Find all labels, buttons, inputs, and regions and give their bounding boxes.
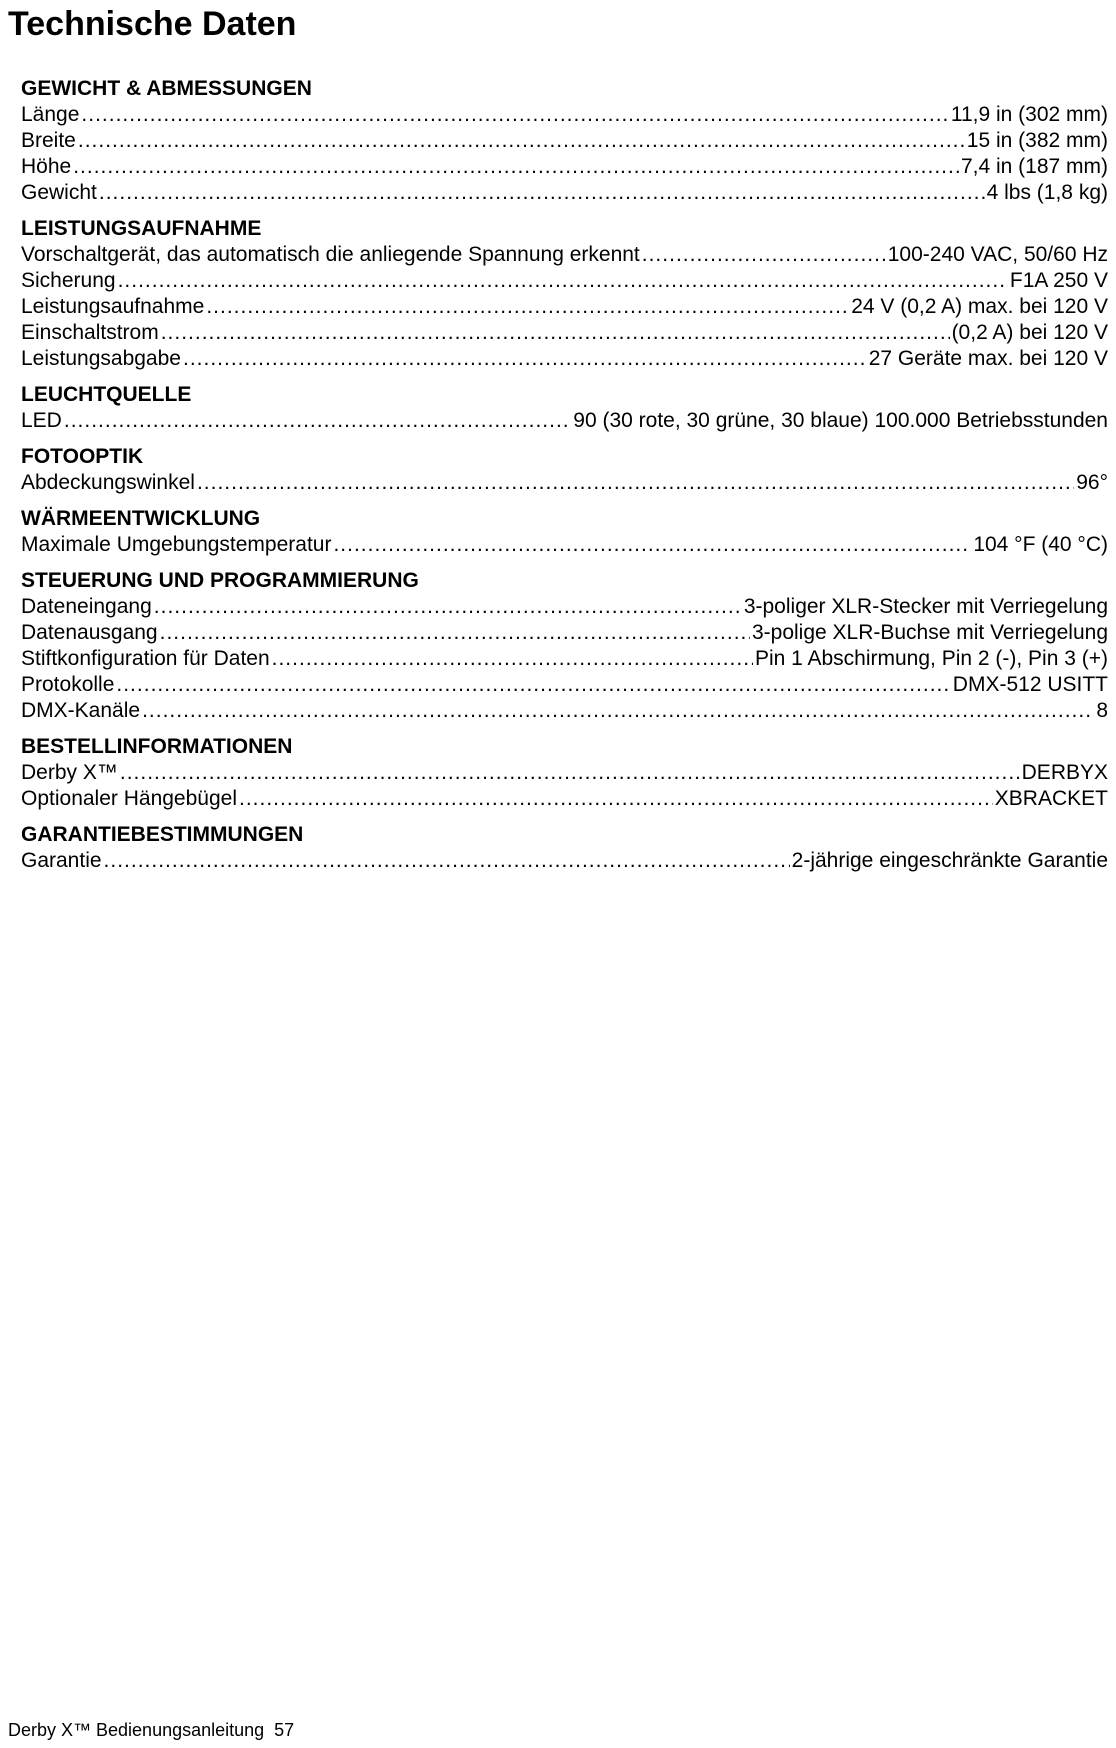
dot-leader [64,408,571,434]
spec-row [21,180,1108,206]
spec-value: 11,9 in (302 mm) [950,103,1108,126]
spec-label: Leistungsabgabe [21,347,181,370]
spec-value: Pin 1 Abschirmung, Pin 2 (-), Pin 3 (+) [754,647,1108,670]
spec-section [21,734,1108,812]
section-heading: FOTOOPTIK [21,445,144,468]
dot-leader [116,672,950,698]
spec-row [21,786,1108,812]
dot-leader [99,180,985,206]
spec-label: Protokolle [21,673,115,696]
spec-label: Breite [21,129,76,152]
spec-label: Einschaltstrom [21,321,159,344]
section-heading: WÄRMEENTWICKLUNG [21,507,261,530]
spec-row [21,268,1108,294]
specifications-list [21,76,1108,884]
spec-value: 96° [1076,471,1108,494]
dot-leader [73,154,959,180]
dot-leader [272,646,753,672]
spec-row [21,698,1108,724]
spec-value: F1A 250 V [1009,269,1108,292]
spec-value: 4 lbs (1,8 kg) [986,181,1108,204]
spec-value: 3-polige XLR-Buchse mit Verriegelung [751,621,1108,644]
spec-section [21,444,1108,496]
spec-label: DMX-Kanäle [21,699,141,722]
spec-label: Stiftkonfiguration für Daten [21,647,270,670]
dot-leader [142,698,1094,724]
page-title: Technische Daten [8,5,297,43]
spec-row [21,760,1108,786]
spec-value: 8 [1096,699,1108,722]
spec-label: Leistungsaufnahme [21,295,205,318]
spec-label: Abdeckungswinkel [21,471,195,494]
spec-row [21,408,1108,434]
spec-label: LED [21,409,62,432]
spec-row [21,620,1108,646]
spec-label: Datenausgang [21,621,158,644]
spec-label: Dateneingang [21,595,152,618]
spec-value: 15 in (382 mm) [966,129,1108,152]
dot-leader [239,786,993,812]
spec-value: 24 V (0,2 A) max. bei 120 V [851,295,1108,318]
spec-section [21,822,1108,874]
spec-row [21,346,1108,372]
spec-section [21,568,1108,724]
section-heading: LEUCHTQUELLE [21,383,192,406]
spec-label: Maximale Umgebungstemperatur [21,533,332,556]
dot-leader [120,760,1020,786]
dot-leader [81,102,948,128]
spec-label: Sicherung [21,269,116,292]
section-heading: STEUERUNG UND PROGRAMMIERUNG [21,569,419,592]
dot-leader [118,268,1008,294]
page-footer: Derby X™ Bedienungsanleitung 57 [8,1720,295,1740]
spec-section [21,76,1108,206]
spec-label: Derby X™ [21,761,118,784]
spec-value: 2-jährige eingeschränkte Garantie [791,849,1108,872]
dot-leader [161,320,950,346]
dot-leader [104,848,790,874]
section-heading: BESTELLINFORMATIONEN [21,735,293,758]
spec-value: (0,2 A) bei 120 V [951,321,1108,344]
spec-row [21,128,1108,154]
spec-row [21,294,1108,320]
spec-value: 7,4 in (187 mm) [960,155,1108,178]
spec-label: Vorschaltgerät, das automatisch die anliegende Spannung erkennt [21,243,640,266]
spec-row [21,470,1108,496]
spec-value: DERBYX [1021,761,1108,784]
section-heading: GARANTIEBESTIMMUNGEN [21,823,304,846]
spec-row [21,102,1108,128]
spec-label: Länge [21,103,80,126]
spec-row [21,646,1108,672]
section-heading: GEWICHT & ABMESSUNGEN [21,77,312,100]
spec-label: Gewicht [21,181,97,204]
spec-label: Garantie [21,849,102,872]
spec-value: 104 °F (40 °C) [973,533,1108,556]
dot-leader [160,620,750,646]
spec-label: Optionaler Hängebügel [21,787,237,810]
spec-section [21,506,1108,558]
spec-value: 3-poliger XLR-Stecker mit Verriegelung [743,595,1108,618]
spec-row [21,320,1108,346]
spec-section [21,216,1108,372]
spec-value: 27 Geräte max. bei 120 V [868,347,1108,370]
dot-leader [197,470,1074,496]
spec-row [21,672,1108,698]
section-heading: LEISTUNGSAUFNAHME [21,217,262,240]
dot-leader [183,346,867,372]
dot-leader [78,128,965,154]
spec-row [21,154,1108,180]
spec-section [21,382,1108,434]
dot-leader [333,532,971,558]
dot-leader [154,594,742,620]
spec-label: Höhe [21,155,72,178]
spec-row [21,848,1108,874]
spec-value: 100-240 VAC, 50/60 Hz [887,243,1108,266]
spec-value: XBRACKET [994,787,1108,810]
spec-value: DMX-512 USITT [952,673,1108,696]
spec-row [21,532,1108,558]
spec-row [21,242,1108,268]
dot-leader [206,294,849,320]
spec-value: 90 (30 rote, 30 grüne, 30 blaue) 100.000 Betriebsstunden [573,409,1108,432]
spec-row [21,594,1108,620]
dot-leader [642,242,886,268]
